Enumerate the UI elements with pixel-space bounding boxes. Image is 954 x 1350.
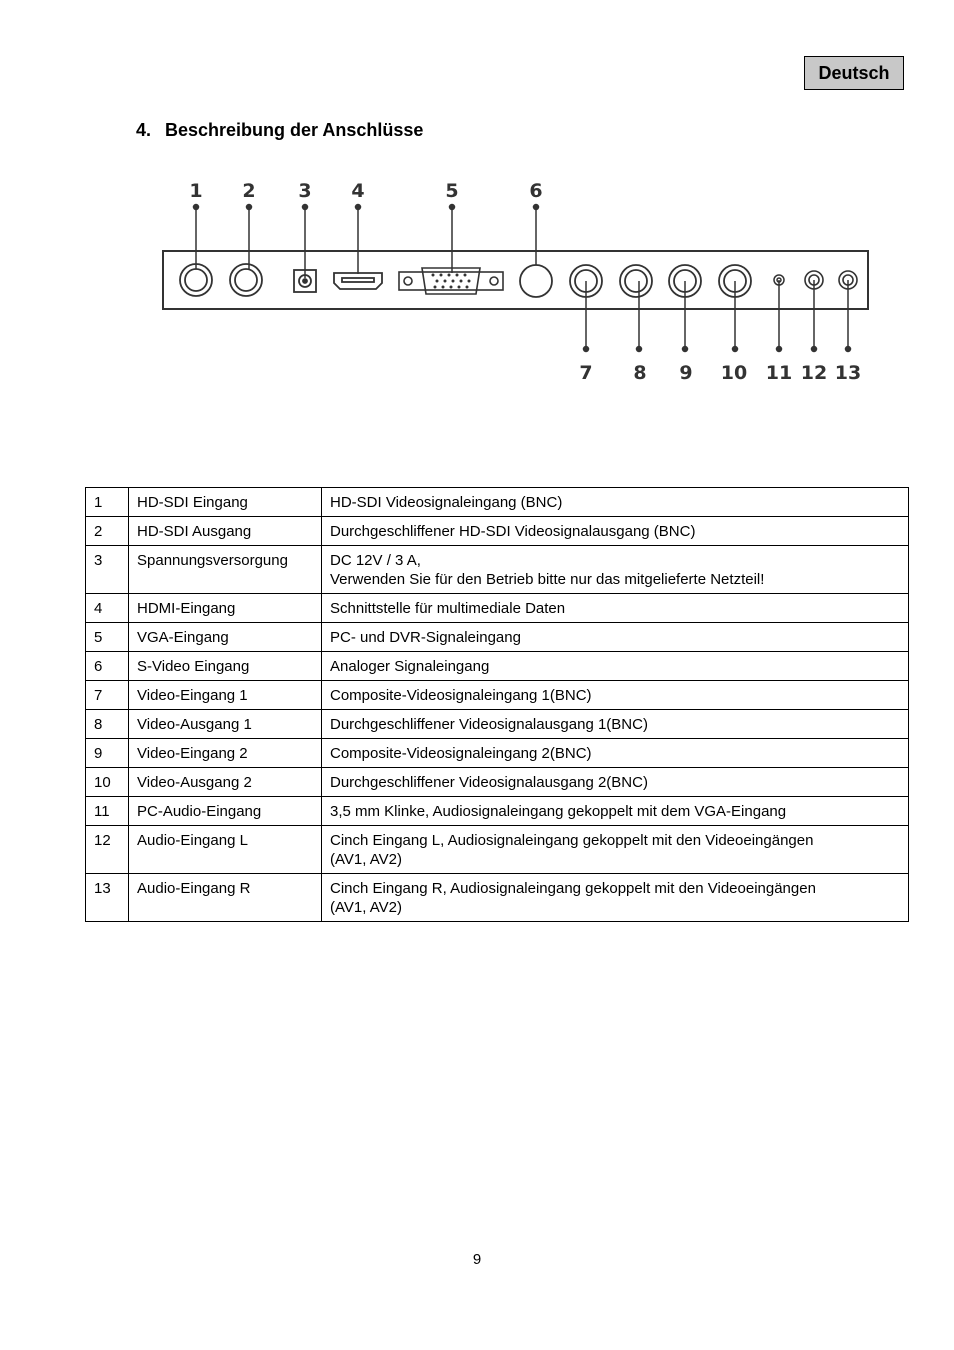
row-number: 6 <box>86 652 129 681</box>
row-number: 4 <box>86 594 129 623</box>
row-number: 1 <box>86 488 129 517</box>
row-number: 9 <box>86 739 129 768</box>
callout-label-12: 12 <box>800 362 828 384</box>
connector-description: Schnittstelle für multimediale Daten <box>322 594 909 623</box>
row-number: 13 <box>86 874 129 922</box>
rear-panel <box>163 251 868 309</box>
row-number: 7 <box>86 681 129 710</box>
row-number: 8 <box>86 710 129 739</box>
connector-table <box>85 487 909 922</box>
section-heading <box>136 120 423 141</box>
row-number: 10 <box>86 768 129 797</box>
connector-name: Video-Ausgang 1 <box>129 710 322 739</box>
table-row <box>86 710 909 739</box>
section-number: 4. <box>136 120 152 140</box>
connector-description: Composite-Videosignaleingang 1(BNC) <box>322 681 909 710</box>
callout-label-2: 2 <box>242 180 256 202</box>
table-row <box>86 488 909 517</box>
callout-label-5: 5 <box>445 180 459 202</box>
connector-name: Video-Eingang 1 <box>129 681 322 710</box>
table-row <box>86 739 909 768</box>
table-row <box>86 517 909 546</box>
connector-description: Cinch Eingang R, Audiosignaleingang gekoppelt mit den Videoeingängen (AV1, AV2) <box>322 874 909 922</box>
callout-label-8: 8 <box>633 362 647 384</box>
row-number: 2 <box>86 517 129 546</box>
callout-label-6: 6 <box>529 180 543 202</box>
callout-label-4: 4 <box>351 180 365 202</box>
table-row <box>86 652 909 681</box>
row-number: 12 <box>86 826 129 874</box>
row-number: 11 <box>86 797 129 826</box>
table-row <box>86 623 909 652</box>
connector-name: Audio-Eingang R <box>129 874 322 922</box>
connector-name: HDMI-Eingang <box>129 594 322 623</box>
connector-description: Analoger Signaleingang <box>322 652 909 681</box>
connector-description: Cinch Eingang L, Audiosignaleingang gekoppelt mit den Videoeingängen (AV1, AV2) <box>322 826 909 874</box>
callout-label-13: 13 <box>834 362 862 384</box>
connector-description: HD-SDI Videosignaleingang (BNC) <box>322 488 909 517</box>
table-row <box>86 681 909 710</box>
callout-label-9: 9 <box>679 362 693 384</box>
connector-description: 3,5 mm Klinke, Audiosignaleingang gekoppelt mit dem VGA-Eingang <box>322 797 909 826</box>
connector-description: Durchgeschliffener Videosignalausgang 1(BNC) <box>322 710 909 739</box>
connector-name: Audio-Eingang L <box>129 826 322 874</box>
connector-panel-diagram <box>150 170 890 400</box>
connector-name: HD-SDI Eingang <box>129 488 322 517</box>
connector-description: Durchgeschliffener Videosignalausgang 2(BNC) <box>322 768 909 797</box>
connector-name: S-Video Eingang <box>129 652 322 681</box>
connector-description: PC- und DVR-Signaleingang <box>322 623 909 652</box>
table-row <box>86 768 909 797</box>
connector-name: Spannungsversorgung <box>129 546 322 594</box>
table-row <box>86 797 909 826</box>
connector-description: Durchgeschliffener HD-SDI Videosignalausgang (BNC) <box>322 517 909 546</box>
connector-description: Composite-Videosignaleingang 2(BNC) <box>322 739 909 768</box>
table-row <box>86 546 909 594</box>
callout-label-10: 10 <box>720 362 748 384</box>
connector-name: HD-SDI Ausgang <box>129 517 322 546</box>
callout-label-3: 3 <box>298 180 312 202</box>
connector-name: VGA-Eingang <box>129 623 322 652</box>
section-title-text: Beschreibung der Anschlüsse <box>165 120 424 140</box>
table-row <box>86 594 909 623</box>
page-number: 9 <box>472 1251 482 1268</box>
connector-name: Video-Ausgang 2 <box>129 768 322 797</box>
row-number: 3 <box>86 546 129 594</box>
callout-label-7: 7 <box>579 362 593 384</box>
callout-label-1: 1 <box>189 180 203 202</box>
language-badge: Deutsch <box>804 56 904 90</box>
connector-name: Video-Eingang 2 <box>129 739 322 768</box>
table-row <box>86 826 909 874</box>
callout-label-11: 11 <box>765 362 793 384</box>
connector-name: PC-Audio-Eingang <box>129 797 322 826</box>
row-number: 5 <box>86 623 129 652</box>
connector-description: DC 12V / 3 A, Verwenden Sie für den Betrieb bitte nur das mitgelieferte Netzteil! <box>322 546 909 594</box>
table-row <box>86 874 909 922</box>
